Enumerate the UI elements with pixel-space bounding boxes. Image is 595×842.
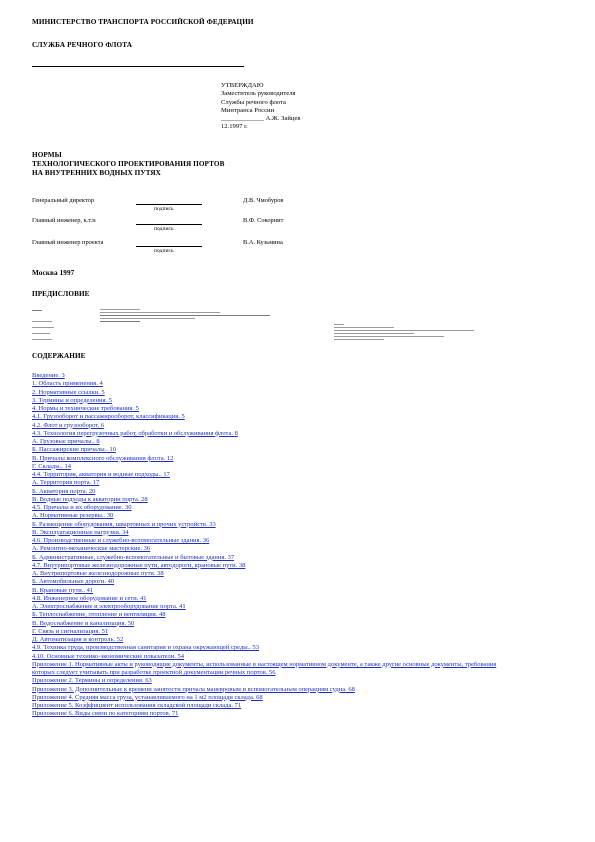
toc-link[interactable]: Приложение 3. Дополнительные к времени занятости причала маневровым и вспомогательным операциям судна. 68 bbox=[32, 685, 355, 693]
signature-line bbox=[136, 224, 202, 225]
toc-link[interactable]: Приложение 1. Нормативные акты и руководящие документы, использованные в настоящем нормативном документе, а также другие основные документы, требования которых следует учитывать при разработке проектной документации речных портов. 56 bbox=[32, 660, 497, 676]
preface-heading: ПРЕДИСЛОВИЕ bbox=[32, 290, 90, 298]
toc-link[interactable]: Д. Автоматизация и контроль. 52 bbox=[32, 636, 124, 643]
toc-link[interactable]: Б. Размещение оборудования, швартовных и прочих устройств. 33 bbox=[32, 520, 216, 528]
toc-link[interactable]: 4.4. Территория, акватория и водные подходы.. 17 bbox=[32, 471, 170, 478]
signatory-role: Главный инженер, к.т.н bbox=[32, 217, 96, 224]
toc-link[interactable]: В. Крановые пути.. 41 bbox=[32, 586, 94, 594]
toc-link[interactable]: 4.3. Технология перегрузочных работ, обработки и обслуживания флота. 8 bbox=[32, 429, 238, 437]
toc-link[interactable]: Б. Пассажирские причалы.. 10 bbox=[32, 446, 116, 454]
place-year: Москва 1997 bbox=[32, 269, 75, 277]
toc-link[interactable]: 4.8. Инженерное оборудование и сети. 41 bbox=[32, 594, 147, 602]
approval-signature: _____________ А.Ж. Зайцев bbox=[221, 115, 301, 123]
approval-block bbox=[221, 82, 300, 132]
ministry-heading: МИНИСТЕРСТВО ТРАНСПОРТА РОССИЙСКОЙ ФЕДЕРАЦИИ bbox=[32, 18, 254, 26]
toc-link[interactable]: 4.2. Флот и грузооборот. 6 bbox=[32, 421, 105, 429]
header-divider bbox=[32, 66, 244, 67]
toc-link[interactable]: Введение. 3 bbox=[32, 372, 65, 379]
toc-link[interactable]: 4.10. Основные технико-экономические показатели. 54 bbox=[32, 652, 185, 660]
toc-link[interactable]: Г. Связь и сигнализация. 51 bbox=[32, 627, 109, 635]
toc-link[interactable]: А. Электроснабжение и электрооборудование порта. 41 bbox=[32, 603, 186, 610]
signatory-role: Главный инженер проекта bbox=[32, 239, 104, 246]
table-of-contents bbox=[32, 372, 552, 719]
toc-link[interactable]: В. Эксплуатационные нагрузки. 34 bbox=[32, 528, 129, 536]
contents-heading: СОДЕРЖАНИЕ bbox=[32, 352, 86, 360]
signatory-name: Д.В. Чмобуров bbox=[243, 197, 284, 204]
toc-link[interactable]: 4. Нормы и технические требования. 5 bbox=[32, 405, 139, 412]
toc-link[interactable]: 1. Область применения. 4 bbox=[32, 380, 103, 388]
toc-link[interactable]: Приложение 5. Коэффициент использования складской площади склада. 71 bbox=[32, 702, 242, 709]
toc-link[interactable]: Г. Склады.. 14 bbox=[32, 462, 71, 470]
signatory-name: В.Ф. Сокорнит bbox=[243, 217, 284, 224]
document-title bbox=[32, 151, 224, 179]
toc-link[interactable]: В. Водоснабжение и канализация. 50 bbox=[32, 619, 135, 627]
toc-link[interactable]: Б. Автомобильные дороги. 40 bbox=[32, 578, 115, 586]
approval-title: УТВЕРЖДАЮ bbox=[221, 82, 264, 89]
toc-link[interactable]: А. Нормативные резервы.. 30 bbox=[32, 512, 114, 520]
toc-link[interactable]: Б. Акватория порта. 20 bbox=[32, 487, 96, 495]
toc-link[interactable]: Б. Административные, служебно-вспомогательные и бытовые здания. 37 bbox=[32, 553, 235, 561]
toc-link[interactable]: В. Водные подходы к акватории порта. 28 bbox=[32, 495, 148, 503]
toc-link[interactable]: 4.9. Техника труда, производственная санитария и охрана окружающей среды.. 53 bbox=[32, 644, 260, 652]
approval-line-2: Службы речного флота bbox=[221, 98, 286, 106]
toc-link[interactable]: Приложение 6. Виды связи по категориям портов. 71 bbox=[32, 710, 179, 718]
approval-line-1: Заместитель руководителя bbox=[221, 90, 296, 98]
signature-line bbox=[136, 204, 202, 205]
toc-link[interactable]: А. Ремонтно-механические мастерские. 36 bbox=[32, 545, 151, 553]
toc-link[interactable]: 3. Термины и определения. 5 bbox=[32, 396, 112, 404]
podpis-label: подпись bbox=[154, 206, 174, 212]
approval-line-3: Минтранса России bbox=[221, 106, 275, 114]
doc-title-line-3: НА ВНУТРЕННИХ ВОДНЫХ ПУТЯХ bbox=[32, 169, 161, 178]
toc-link[interactable]: Приложение 4. Средняя масса груза, устанавливаемого на 1 м2 площади склада. 68 bbox=[32, 693, 263, 701]
toc-link[interactable]: 4.5. Причалы и их оборудование. 30 bbox=[32, 504, 132, 511]
approval-date: 12.1997 г. bbox=[221, 123, 248, 131]
toc-link[interactable]: Приложение 2. Термины и определения. 63 bbox=[32, 677, 152, 685]
toc-link[interactable]: 2. Нормативные ссылки. 5 bbox=[32, 388, 105, 396]
podpis-label: подпись bbox=[154, 248, 174, 254]
toc-link[interactable]: А. Грузовые причалы.. 8 bbox=[32, 438, 100, 445]
signatory-name: В.А. Кузьмина bbox=[243, 239, 283, 246]
service-heading: СЛУЖБА РЕЧНОГО ФЛОТА bbox=[32, 41, 133, 49]
toc-link[interactable]: Б. Теплоснабжение, отопление и вентиляция. 48 bbox=[32, 611, 166, 619]
toc-link[interactable]: 4.6. Производственные и служебно-вспомогательные здания. 36 bbox=[32, 537, 210, 544]
toc-link[interactable]: 4.1. Грузооборот и пассажирооборот, классификация. 5 bbox=[32, 413, 185, 421]
podpis-label: подпись bbox=[154, 226, 174, 232]
doc-title-line-2: ТЕХНОЛОГИЧЕСКОГО ПРОЕКТИРОВАНИЯ ПОРТОВ bbox=[32, 160, 225, 169]
toc-link[interactable]: В. Причалы комплексного обслуживания флота. 12 bbox=[32, 454, 174, 462]
doc-title-line-1: НОРМЫ bbox=[32, 151, 62, 159]
toc-link[interactable]: 4.7. Внутрипортовые железнодорожные пути, автодороги, крановые пути. 38 bbox=[32, 561, 246, 569]
toc-link[interactable]: А. Территория порта. 17 bbox=[32, 479, 100, 487]
toc-link[interactable]: А. Внутрипортовые железнодорожные пути. 38 bbox=[32, 570, 164, 577]
signatory-role: Генеральный директор bbox=[32, 197, 95, 204]
signature-line bbox=[136, 246, 202, 247]
